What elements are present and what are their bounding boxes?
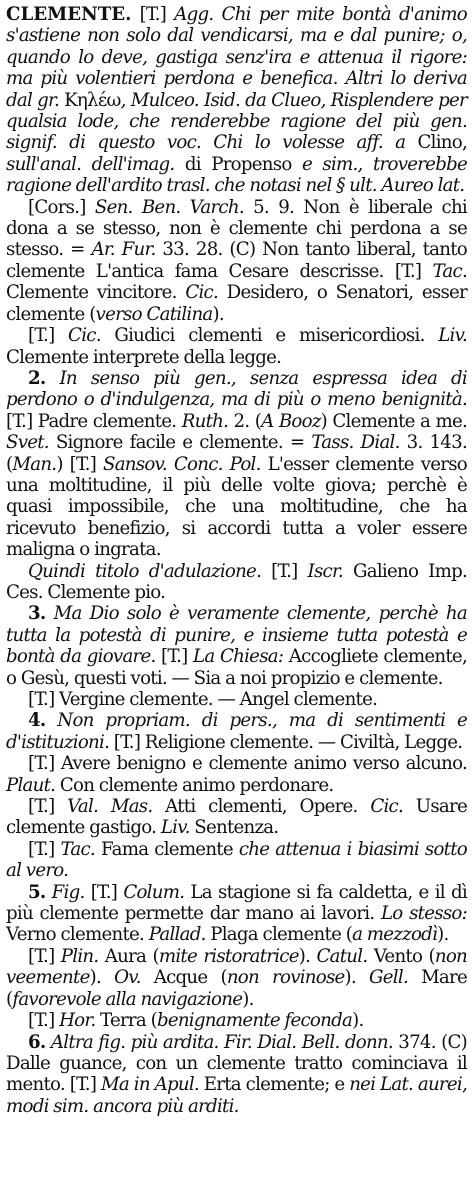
greek-word: Κηλέω bbox=[64, 89, 121, 111]
text: Fama clemente bbox=[94, 838, 239, 860]
text: ). bbox=[298, 945, 317, 967]
source-ref: Tac. bbox=[432, 260, 467, 282]
text: A Booz bbox=[261, 410, 321, 432]
source-ref: Liv. bbox=[160, 817, 190, 839]
source-ref: La Chiesa: bbox=[193, 646, 284, 668]
source-ref: Lo stesso: bbox=[380, 903, 467, 925]
text: a mezzodì bbox=[352, 924, 438, 946]
sense-number: 4. bbox=[28, 710, 46, 732]
text: Plaga clemente ( bbox=[205, 924, 353, 946]
source-ref: Tac. bbox=[60, 838, 95, 860]
text: Signore facile e clemente. = bbox=[48, 432, 312, 454]
text: [T.] bbox=[131, 4, 175, 25]
text: ) Clemente a me. bbox=[320, 410, 467, 432]
text: benignamente feconda bbox=[156, 1010, 353, 1032]
source-ref: Ruth. bbox=[181, 410, 229, 432]
text: [T.] bbox=[28, 945, 61, 967]
text: Accogliete clemente, o Gesù, questi voti. — Sia a noi propizio e clemente. bbox=[6, 646, 467, 689]
citation-paragraph bbox=[6, 689, 467, 710]
source-ref: Cic. bbox=[185, 282, 219, 304]
sense-number: 3. bbox=[28, 603, 46, 625]
citation-paragraph bbox=[6, 839, 467, 882]
text: sull'anal. dell'imag. bbox=[6, 153, 175, 175]
text: Con clemente animo perdonare. bbox=[55, 774, 334, 796]
source-ref: Cic. bbox=[68, 325, 101, 347]
text: [T.] Avere benigno e clemente animo verso alcuno. bbox=[28, 753, 467, 775]
definition: Agg. Chi per mite bontà d'animo s'astiene non solo dal vendicarsi, ma e dal punire; o, quando lo deve, gastiga senz'ira e attenua il rigore: ma più volentieri perdona e benefica. Altri lo deriva dal gr. bbox=[6, 4, 467, 111]
source-ref: Catul. bbox=[316, 945, 368, 967]
source-ref: Tass. Dial. bbox=[311, 432, 400, 454]
text: mite ristoratrice bbox=[158, 945, 299, 967]
text: [T.] bbox=[155, 646, 194, 668]
text: Clemente vincitore. bbox=[6, 282, 186, 304]
text: [Cors.] bbox=[28, 196, 95, 218]
source-ref: Svet. bbox=[6, 432, 49, 454]
text: ). bbox=[89, 967, 115, 989]
source-ref: Ov. bbox=[114, 967, 141, 989]
source-ref: Iscr. bbox=[307, 560, 343, 582]
text: Clino, bbox=[417, 132, 467, 154]
sense-2 bbox=[6, 368, 467, 561]
text: [T.] Religione clemente. — Civiltà, Legge. bbox=[109, 731, 463, 753]
text: [T.] bbox=[28, 838, 61, 860]
text: [T.] bbox=[28, 325, 69, 347]
sense-definition: Ma Dio solo è veramente clemente, perchè ha tutta la potestà di punire, e insieme tutta potestà e bontà da giovare. bbox=[6, 603, 467, 668]
text: [T.] Vergine clemente. — Angel clemente. bbox=[28, 689, 378, 710]
headword: CLEMENTE. bbox=[6, 4, 132, 25]
dictionary-entry bbox=[6, 4, 467, 1117]
citation-paragraph bbox=[6, 325, 467, 368]
text: Usare clemente gastigo. bbox=[6, 796, 467, 839]
text: Man. bbox=[12, 453, 57, 475]
text: 3. 143. ( bbox=[6, 432, 467, 475]
text: Atti clementi, Opere. bbox=[152, 796, 371, 818]
sense-6 bbox=[6, 1032, 467, 1118]
text: 2. ( bbox=[228, 410, 262, 432]
source-ref: Gell. bbox=[369, 967, 408, 989]
text: Vento ( bbox=[367, 945, 435, 967]
text: Giudici clementi e misericordiosi. bbox=[100, 325, 439, 347]
source-ref: Pallad. bbox=[148, 924, 206, 946]
text: Verno clemente. bbox=[6, 924, 149, 946]
text: Desidero, o Senatori, esser clemente ( bbox=[6, 282, 467, 325]
text: Sentenza. bbox=[189, 817, 279, 839]
sense-definition: Altra fig. più ardita. bbox=[45, 1031, 219, 1053]
sense-3 bbox=[6, 603, 467, 689]
text: nei Lat. aurei, modi sim. ancora più arditi. bbox=[6, 1074, 467, 1117]
sense-number: 2. bbox=[28, 367, 46, 389]
text: Mare ( bbox=[6, 967, 467, 1010]
text: [T.] Padre clemente. bbox=[6, 410, 182, 432]
text: Erta clemente; e bbox=[198, 1074, 350, 1096]
source-ref: Fir. Dial. Bell. donn. bbox=[223, 1031, 393, 1053]
source-ref: Colum. bbox=[123, 881, 185, 903]
citation-paragraph bbox=[6, 753, 467, 796]
text: [T.] bbox=[261, 560, 308, 582]
text: Galieno Imp. Ces. Clemente pio. bbox=[6, 560, 467, 603]
text: ). bbox=[352, 1010, 364, 1032]
sense-4 bbox=[6, 710, 467, 753]
citation-paragraph bbox=[6, 1010, 467, 1031]
sense-5 bbox=[6, 882, 467, 946]
source-ref: Cic. bbox=[370, 796, 404, 818]
text: [T.] bbox=[84, 881, 124, 903]
text: 5. 9. Non è liberale chi dona a se stesso, non è clemente chi perdona a se stesso. = bbox=[6, 196, 467, 261]
etymology: , Mulceo. Isid. da Clueo, Risplendere per qualsia lode, che renderebbe ragione del più gen. signif. di questo voc. Chi lo volesse aff. a bbox=[6, 89, 468, 154]
citation-paragraph bbox=[6, 796, 467, 839]
sense-definition: Fig. bbox=[45, 881, 85, 903]
text: di Propenso bbox=[174, 153, 302, 175]
text: Quindi titolo d'adulazione. bbox=[28, 560, 262, 582]
sense-number: 6. bbox=[28, 1031, 46, 1053]
text: che attenua i biasimi sotto al vero. bbox=[6, 838, 467, 882]
text: e sim., troverebbe ragione dell'ardito trasl. che notasi nel § ult. Aureo lat. bbox=[6, 153, 467, 197]
source-ref: Ma in Apul. bbox=[100, 1074, 199, 1096]
source-ref: Sansov. Conc. Pol. bbox=[102, 453, 261, 475]
text: [T.] bbox=[28, 1010, 60, 1032]
text: Acque ( bbox=[140, 967, 227, 989]
text: non rovinose bbox=[226, 967, 345, 989]
text: Clemente interprete della legge. bbox=[6, 346, 282, 368]
text: Terra ( bbox=[95, 1010, 157, 1032]
text: ). bbox=[437, 924, 449, 946]
text: 33. 28. (C) Non tanto liberal, tanto clemente L'antica fama Cesare descrisse. [T.] bbox=[6, 239, 467, 282]
text: L'esser clemente verso una moltitudine, il più delle volte giova; perchè è quasi impossibile, che una moltitudine, che ha ricevuto benefizio, si accordi tutta a voler essere maligna o ingrata. bbox=[6, 453, 468, 561]
text: favorevole alla navigazione bbox=[12, 988, 243, 1010]
citation-paragraph bbox=[6, 197, 467, 325]
source-ref: Liv. bbox=[438, 325, 467, 347]
source-ref: Plaut. bbox=[6, 774, 56, 796]
source-ref: Val. Mas. bbox=[67, 796, 153, 818]
text: ). bbox=[212, 303, 224, 325]
citation-paragraph bbox=[6, 946, 467, 1010]
text: verso Catilina bbox=[95, 303, 213, 325]
text: 374. (C) Dalle guance, con un clemente tratto cominciava il mento. [T.] bbox=[6, 1031, 468, 1096]
text: ). bbox=[344, 967, 370, 989]
text: non veemente bbox=[6, 945, 468, 989]
sense-definition: Non propriam. di pers., ma di sentimenti e d'istituzioni. bbox=[6, 710, 467, 753]
citation-paragraph bbox=[6, 561, 467, 604]
text: Aura ( bbox=[98, 945, 159, 967]
source-ref: Hor. bbox=[59, 1010, 96, 1032]
entry-intro bbox=[6, 4, 467, 197]
text: ) [T.] bbox=[56, 453, 103, 475]
text: La stagione si fa caldetta, e il dì più clemente permette dar mano ai lavori. bbox=[6, 881, 467, 925]
sense-definition: In senso più gen., senza espressa idea di perdono o d'indulgenza, ma di più o meno benignità. bbox=[6, 367, 467, 411]
source-ref: Plin. bbox=[60, 945, 99, 967]
text: [T.] bbox=[28, 796, 68, 818]
source-ref: Sen. Ben. Varch. bbox=[94, 196, 244, 218]
text: ). bbox=[242, 988, 254, 1010]
sense-number: 5. bbox=[28, 881, 46, 903]
source-ref: Ar. Fur. bbox=[91, 239, 156, 261]
